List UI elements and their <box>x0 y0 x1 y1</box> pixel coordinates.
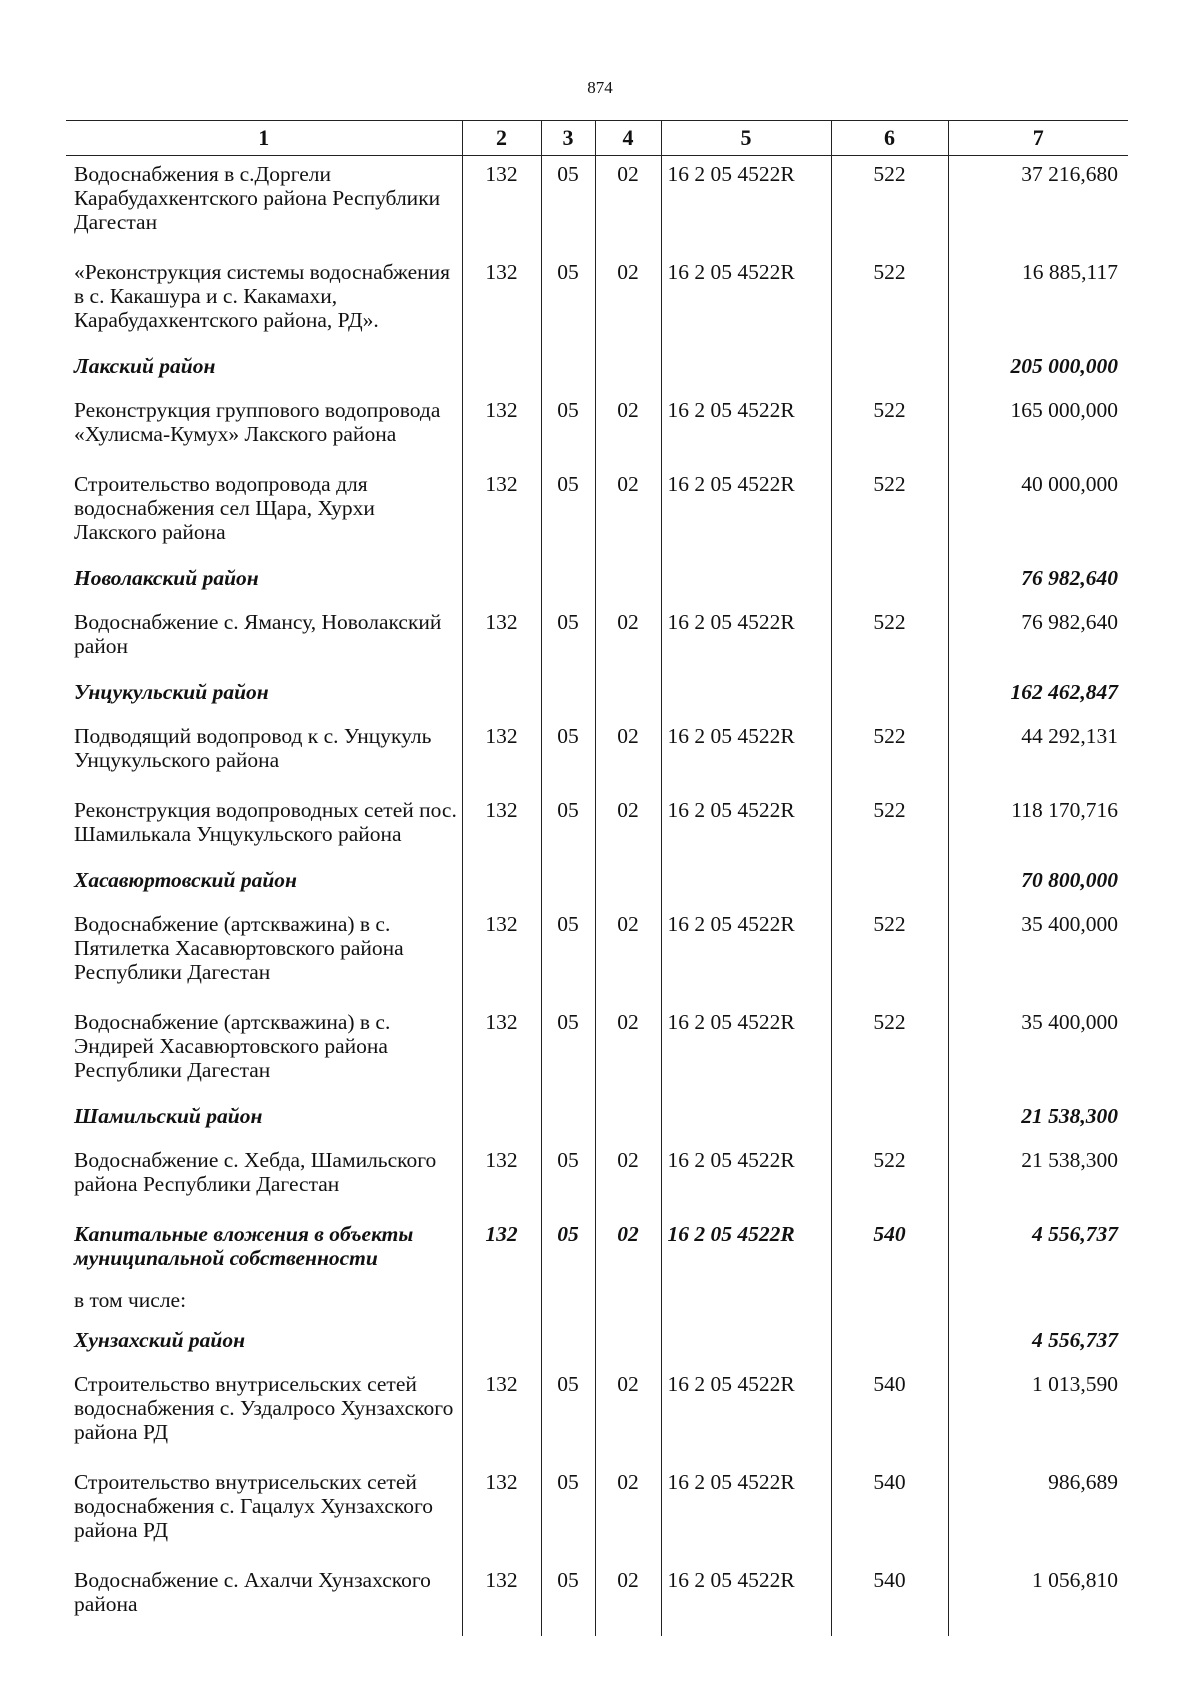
row-name: «Реконструкция системы водоснабжения в с. Какашура и с. Какамахи, Карабудахкентского района, РД». <box>74 260 451 332</box>
row-col-4: 02 <box>595 1366 661 1464</box>
row-col-6: 540 <box>831 1366 948 1464</box>
row-col-5 <box>661 1326 831 1366</box>
row-col-5: 16 2 05 4522R <box>661 1142 831 1216</box>
row-col-4: 02 <box>595 792 661 866</box>
row-col-5: 16 2 05 4522R <box>661 156 831 255</box>
page-number: 874 <box>587 78 613 97</box>
table-row <box>66 1004 1128 1102</box>
row-col-6: 522 <box>831 906 948 1004</box>
row-col-2: 132 <box>462 1562 541 1636</box>
row-col-2: 132 <box>462 1464 541 1562</box>
table-row-capital <box>66 1216 1128 1284</box>
table-row <box>66 1464 1128 1562</box>
table-header <box>66 121 1128 156</box>
table-row <box>66 718 1128 792</box>
row-col-5: 16 2 05 4522R <box>661 1004 831 1102</box>
row-amount: 4 556,737 <box>948 1326 1128 1366</box>
row-col-4: 02 <box>595 1216 661 1284</box>
row-name: Лакский район <box>74 354 216 378</box>
row-col-2: 132 <box>462 1142 541 1216</box>
row-col-3: 05 <box>541 1464 595 1562</box>
row-amount: 21 538,300 <box>948 1102 1128 1142</box>
row-col-3: 05 <box>541 254 595 352</box>
row-col-4 <box>595 1326 661 1366</box>
row-name: Унцукульский район <box>74 680 269 704</box>
row-col-3 <box>541 564 595 604</box>
row-name: в том числе: <box>74 1288 187 1312</box>
row-col-4 <box>595 866 661 906</box>
row-col-6: 522 <box>831 604 948 678</box>
row-name: Подводящий водопровод к с. Унцукуль Унцукульского района <box>74 724 432 772</box>
column-header-5: 5 <box>661 121 831 156</box>
row-col-4: 02 <box>595 604 661 678</box>
row-col-4 <box>595 1284 661 1326</box>
row-amount: 21 538,300 <box>948 1142 1128 1216</box>
row-col-5 <box>661 564 831 604</box>
budget-table-container <box>66 120 1128 1636</box>
row-col-6: 522 <box>831 254 948 352</box>
row-col-5: 16 2 05 4522R <box>661 466 831 564</box>
row-col-2: 132 <box>462 392 541 466</box>
row-col-2: 132 <box>462 1216 541 1284</box>
row-col-3: 05 <box>541 792 595 866</box>
row-amount: 35 400,000 <box>948 1004 1128 1102</box>
row-amount: 40 000,000 <box>948 466 1128 564</box>
column-header-2: 2 <box>462 121 541 156</box>
row-col-6: 522 <box>831 466 948 564</box>
row-col-6 <box>831 678 948 718</box>
row-col-5: 16 2 05 4522R <box>661 906 831 1004</box>
row-col-5: 16 2 05 4522R <box>661 1366 831 1464</box>
row-col-6 <box>831 1102 948 1142</box>
budget-table <box>66 120 1128 1636</box>
row-col-2: 132 <box>462 906 541 1004</box>
row-col-3: 05 <box>541 1216 595 1284</box>
row-amount: 205 000,000 <box>948 352 1128 392</box>
row-col-3: 05 <box>541 392 595 466</box>
table-row-heading <box>66 1326 1128 1366</box>
row-name: Водоснабжение с. Хебда, Шамильского района Республики Дагестан <box>74 1148 437 1196</box>
row-col-6: 540 <box>831 1562 948 1636</box>
row-col-4: 02 <box>595 466 661 564</box>
row-col-5 <box>661 1284 831 1326</box>
table-row <box>66 906 1128 1004</box>
row-col-6: 522 <box>831 1004 948 1102</box>
table-row-heading <box>66 564 1128 604</box>
row-col-2: 132 <box>462 254 541 352</box>
row-amount: 118 170,716 <box>948 792 1128 866</box>
row-amount: 4 556,737 <box>948 1216 1128 1284</box>
row-col-2: 132 <box>462 718 541 792</box>
row-amount: 37 216,680 <box>948 156 1128 255</box>
table-row <box>66 254 1128 352</box>
row-col-3: 05 <box>541 906 595 1004</box>
row-col-2 <box>462 352 541 392</box>
row-name: Строительство внутрисельских сетей водоснабжения с. Гацалух Хунзахского района РД <box>74 1470 434 1542</box>
row-col-3: 05 <box>541 1562 595 1636</box>
row-amount: 44 292,131 <box>948 718 1128 792</box>
row-col-2: 132 <box>462 1004 541 1102</box>
row-col-5: 16 2 05 4522R <box>661 392 831 466</box>
table-row <box>66 466 1128 564</box>
row-col-4: 02 <box>595 1004 661 1102</box>
row-col-5: 16 2 05 4522R <box>661 792 831 866</box>
row-col-3: 05 <box>541 1366 595 1464</box>
row-amount: 1 056,810 <box>948 1562 1128 1636</box>
row-name: Новолакский район <box>74 566 259 590</box>
row-col-4: 02 <box>595 1562 661 1636</box>
row-name: Хунзахский район <box>74 1328 246 1352</box>
row-col-2: 132 <box>462 604 541 678</box>
row-col-2: 132 <box>462 792 541 866</box>
row-col-6 <box>831 866 948 906</box>
row-col-6 <box>831 352 948 392</box>
row-name: Хасавюртовский район <box>74 868 297 892</box>
row-col-6: 540 <box>831 1216 948 1284</box>
row-amount: 16 885,117 <box>948 254 1128 352</box>
row-col-2: 132 <box>462 1366 541 1464</box>
table-row-heading <box>66 1102 1128 1142</box>
row-col-4: 02 <box>595 906 661 1004</box>
row-name: Водоснабжения в с.Доргели Карабудахкентского района Республики Дагестан <box>74 162 441 234</box>
row-amount: 76 982,640 <box>948 604 1128 678</box>
row-name: Водоснабжение с. Ахалчи Хунзахского района <box>74 1568 431 1616</box>
row-col-2 <box>462 564 541 604</box>
row-col-6 <box>831 564 948 604</box>
row-col-6: 522 <box>831 1142 948 1216</box>
row-name: Строительство водопровода для водоснабжения сел Щара, Хурхи Лакского района <box>74 472 375 544</box>
row-col-3: 05 <box>541 156 595 255</box>
column-header-7: 7 <box>948 121 1128 156</box>
row-col-5 <box>661 352 831 392</box>
row-amount <box>948 1284 1128 1326</box>
row-col-3 <box>541 678 595 718</box>
row-col-5: 16 2 05 4522R <box>661 1562 831 1636</box>
row-col-4: 02 <box>595 1464 661 1562</box>
row-col-4 <box>595 678 661 718</box>
table-row-heading <box>66 678 1128 718</box>
row-col-6 <box>831 1284 948 1326</box>
row-col-3 <box>541 1284 595 1326</box>
row-col-4: 02 <box>595 254 661 352</box>
row-amount: 1 013,590 <box>948 1366 1128 1464</box>
table-row <box>66 1142 1128 1216</box>
row-col-6: 522 <box>831 718 948 792</box>
row-col-4: 02 <box>595 1142 661 1216</box>
row-col-3: 05 <box>541 718 595 792</box>
row-col-3: 05 <box>541 604 595 678</box>
row-col-5 <box>661 1102 831 1142</box>
column-header-4: 4 <box>595 121 661 156</box>
row-col-2 <box>462 678 541 718</box>
row-col-6: 540 <box>831 1464 948 1562</box>
row-col-4 <box>595 564 661 604</box>
header-row <box>66 121 1128 156</box>
table-row-heading <box>66 866 1128 906</box>
table-row <box>66 1366 1128 1464</box>
row-col-3: 05 <box>541 466 595 564</box>
row-col-2 <box>462 1284 541 1326</box>
row-col-3: 05 <box>541 1142 595 1216</box>
row-col-5: 16 2 05 4522R <box>661 254 831 352</box>
row-col-4: 02 <box>595 392 661 466</box>
row-col-3: 05 <box>541 1004 595 1102</box>
row-col-4: 02 <box>595 718 661 792</box>
row-col-3 <box>541 1326 595 1366</box>
row-col-2 <box>462 1102 541 1142</box>
row-col-5: 16 2 05 4522R <box>661 718 831 792</box>
row-col-4: 02 <box>595 156 661 255</box>
row-amount: 70 800,000 <box>948 866 1128 906</box>
row-amount: 76 982,640 <box>948 564 1128 604</box>
column-header-3: 3 <box>541 121 595 156</box>
row-col-2: 132 <box>462 156 541 255</box>
row-name: Шамильский район <box>74 1104 263 1128</box>
row-amount: 986,689 <box>948 1464 1128 1562</box>
row-amount: 162 462,847 <box>948 678 1128 718</box>
row-amount: 35 400,000 <box>948 906 1128 1004</box>
table-body <box>66 156 1128 1637</box>
row-name: Реконструкция группового водопровода «Хулисма-Кумух» Лакского района <box>74 398 441 446</box>
table-row <box>66 156 1128 255</box>
row-name: Капитальные вложения в объекты муниципальной собственности <box>74 1222 414 1270</box>
row-name: Строительство внутрисельских сетей водоснабжения с. Уздалросо Хунзахского района РД <box>74 1372 454 1444</box>
row-col-3 <box>541 352 595 392</box>
row-amount: 165 000,000 <box>948 392 1128 466</box>
column-header-1: 1 <box>66 121 462 156</box>
row-col-5: 16 2 05 4522R <box>661 604 831 678</box>
row-col-6: 522 <box>831 156 948 255</box>
table-row-note <box>66 1284 1128 1326</box>
row-col-3 <box>541 866 595 906</box>
row-col-2 <box>462 866 541 906</box>
row-col-6: 522 <box>831 392 948 466</box>
table-row <box>66 392 1128 466</box>
row-col-2: 132 <box>462 466 541 564</box>
row-col-4 <box>595 352 661 392</box>
row-col-6 <box>831 1326 948 1366</box>
table-row <box>66 604 1128 678</box>
row-name: Водоснабжение с. Ямансу, Новолакский район <box>74 610 442 658</box>
table-row <box>66 1562 1128 1636</box>
row-col-3 <box>541 1102 595 1142</box>
row-name: Реконструкция водопроводных сетей пос. Шамилькала Унцукульского района <box>74 798 457 846</box>
row-name: Водоснабжение (артскважина) в с. Эндирей Хасавюртовского района Республики Дагестан <box>74 1010 391 1082</box>
row-col-4 <box>595 1102 661 1142</box>
row-col-5 <box>661 678 831 718</box>
row-col-5: 16 2 05 4522R <box>661 1216 831 1284</box>
table-row <box>66 792 1128 866</box>
column-header-6: 6 <box>831 121 948 156</box>
row-col-2 <box>462 1326 541 1366</box>
row-col-5: 16 2 05 4522R <box>661 1464 831 1562</box>
row-name: Водоснабжение (артскважина) в с. Пятилетка Хасавюртовского района Республики Дагестан <box>74 912 404 984</box>
row-col-5 <box>661 866 831 906</box>
row-col-6: 522 <box>831 792 948 866</box>
table-row-heading <box>66 352 1128 392</box>
